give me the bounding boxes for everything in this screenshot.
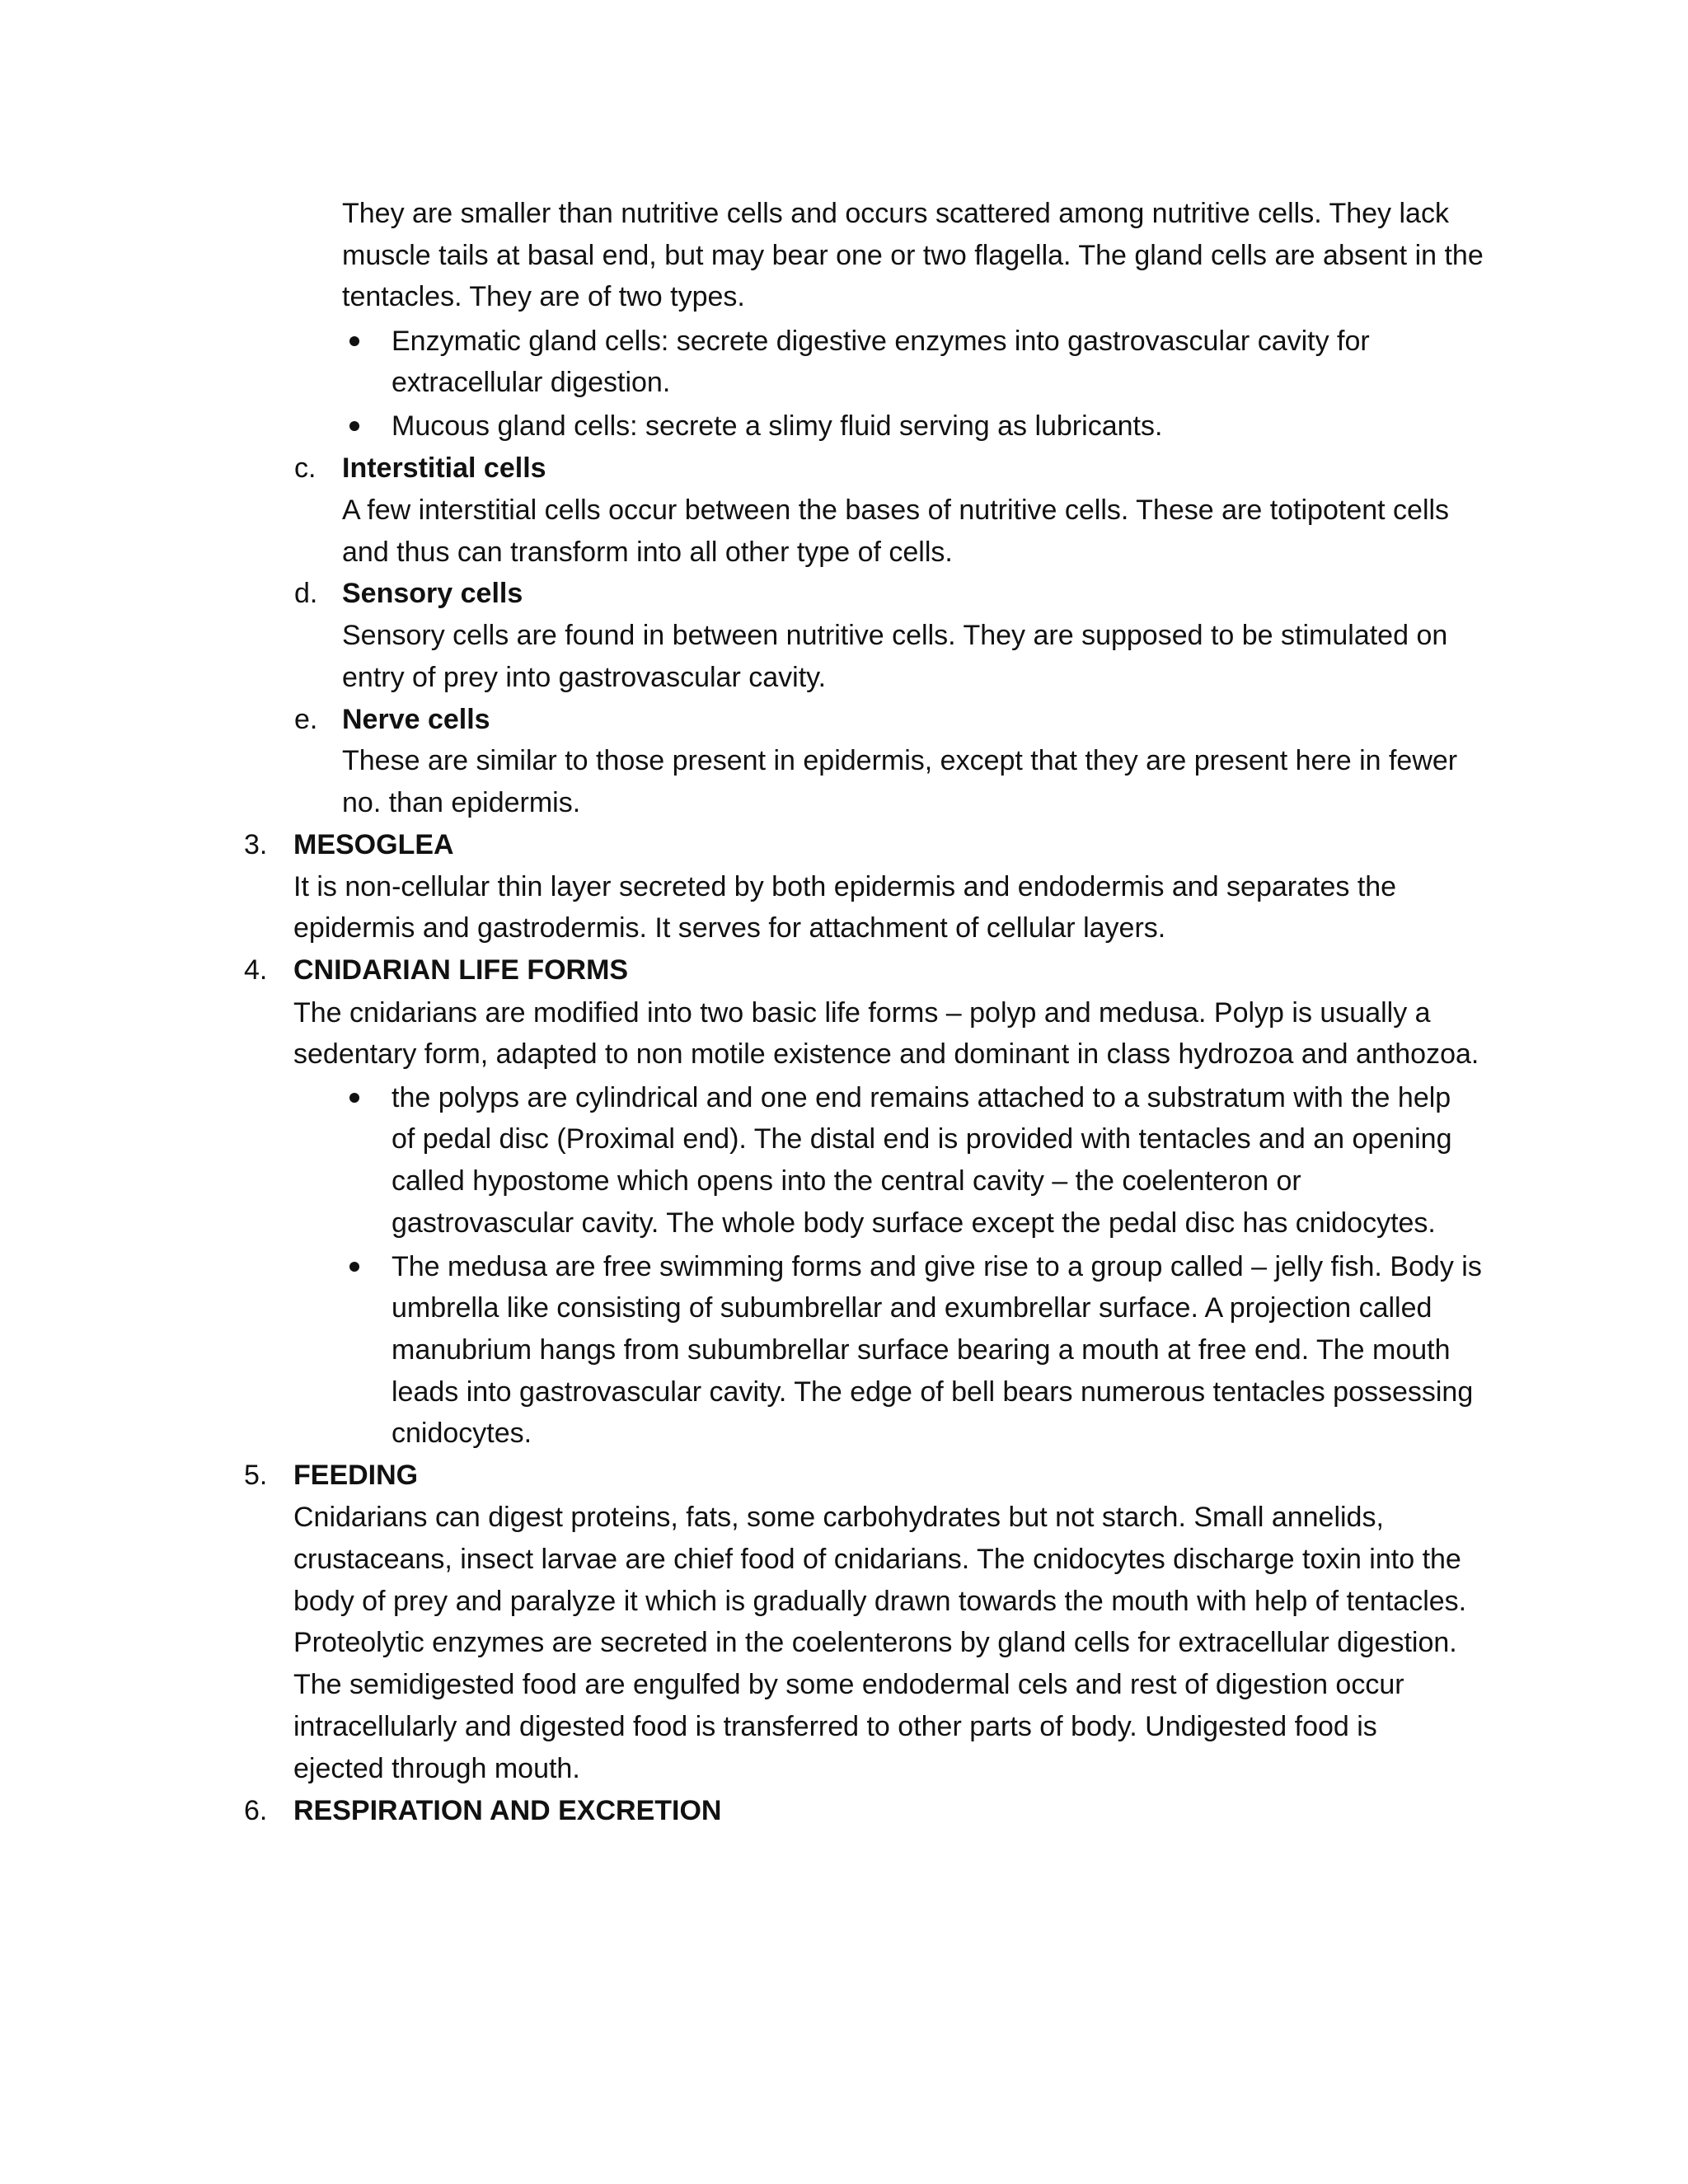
feeding-line-3: body of prey and paralyze it which is gradually drawn towards the mouth with help of tentacles. [293,1586,1467,1617]
enzymatic-bullet-line-2: extracellular digestion. [392,367,671,398]
mesoglea-line-2: epidermis and gastrodermis. It serves for attachment of cellular layers. [293,912,1166,944]
nerve-heading: Nerve cells [342,704,490,735]
feeding-line-5: The semidigested food are engulfed by some endodermal cels and rest of digestion occur [293,1669,1404,1700]
respiration-heading: RESPIRATION AND EXCRETION [293,1795,722,1826]
mucous-bullet-line-1: Mucous gland cells: secrete a slimy fluid serving as lubricants. [392,410,1163,442]
sensory-line-2: entry of prey into gastrovascular cavity. [342,662,827,693]
medusa-bullet-line-2: umbrella like consisting of subumbrellar and exumbrellar surface. A projection called [392,1292,1432,1324]
list-marker-e: e. [294,704,318,735]
nerve-line-1: These are similar to those present in epidermis, except that they are present here in fewer [342,745,1458,776]
list-marker-c: c. [294,452,316,484]
feeding-line-1: Cnidarians can digest proteins, fats, some carbohydrates but not starch. Small annelids, [293,1502,1384,1533]
polyp-bullet-line-4: gastrovascular cavity. The whole body surface except the pedal disc has cnidocytes. [392,1207,1436,1239]
medusa-bullet-line-1: The medusa are free swimming forms and give rise to a group called – jelly fish. Body is [392,1251,1482,1282]
bullet-icon [349,421,359,431]
feeding-heading: FEEDING [293,1460,419,1491]
medusa-bullet-line-3: manubrium hangs from subumbrellar surface bearing a mouth at free end. The mouth [392,1334,1451,1366]
medusa-bullet-line-4: leads into gastrovascular cavity. The edge of bell bears numerous tentacles possessing [392,1376,1474,1408]
gland-cells-line-2: muscle tails at basal end, but may bear one or two flagella. The gland cells are absent in the [342,240,1484,271]
gland-cells-line-3: tentacles. They are of two types. [342,281,745,312]
list-marker-6: 6. [244,1795,268,1826]
mesoglea-line-1: It is non-cellular thin layer secreted by both epidermis and endodermis and separates the [293,871,1397,902]
polyp-bullet-line-3: called hypostome which opens into the central cavity – the coelenteron or [392,1165,1301,1197]
bullet-icon [349,1093,359,1103]
list-marker-5: 5. [244,1460,268,1491]
nerve-line-2: no. than epidermis. [342,787,581,818]
life-forms-heading: CNIDARIAN LIFE FORMS [293,954,629,986]
sensory-line-1: Sensory cells are found in between nutritive cells. They are supposed to be stimulated on [342,620,1448,651]
life-forms-line-2: sedentary form, adapted to non motile existence and dominant in class hydrozoa and anthozoa. [293,1038,1479,1070]
feeding-line-2: crustaceans, insect larvae are chief food of cnidarians. The cnidocytes discharge toxin into the [293,1544,1461,1575]
feeding-line-7: ejected through mouth. [293,1753,580,1784]
polyp-bullet-line-2: of pedal disc (Proximal end). The distal end is provided with tentacles and an opening [392,1123,1452,1155]
interstitial-line-1: A few interstitial cells occur between the bases of nutritive cells. These are totipotent cells [342,494,1450,526]
gland-cells-line-1: They are smaller than nutritive cells and occurs scattered among nutritive cells. They lack [342,198,1449,229]
feeding-line-6: intracellularly and digested food is transferred to other parts of body. Undigested food is [293,1711,1377,1742]
feeding-line-4: Proteolytic enzymes are secreted in the coelenterons by gland cells for extracellular digestion. [293,1627,1457,1658]
interstitial-line-2: and thus can transform into all other type of cells. [342,537,953,568]
polyp-bullet-line-1: the polyps are cylindrical and one end remains attached to a substratum with the help [392,1082,1451,1113]
enzymatic-bullet-line-1: Enzymatic gland cells: secrete digestive enzymes into gastrovascular cavity for [392,326,1370,357]
sensory-heading: Sensory cells [342,578,523,609]
bullet-icon [349,1262,359,1272]
life-forms-line-1: The cnidarians are modified into two basic life forms – polyp and medusa. Polyp is usually a [293,997,1431,1029]
mesoglea-heading: MESOGLEA [293,829,454,860]
list-marker-4: 4. [244,954,268,986]
interstitial-heading: Interstitial cells [342,452,546,484]
list-marker-3: 3. [244,829,268,860]
list-marker-d: d. [294,578,318,609]
bullet-icon [349,336,359,346]
medusa-bullet-line-5: cnidocytes. [392,1418,532,1449]
